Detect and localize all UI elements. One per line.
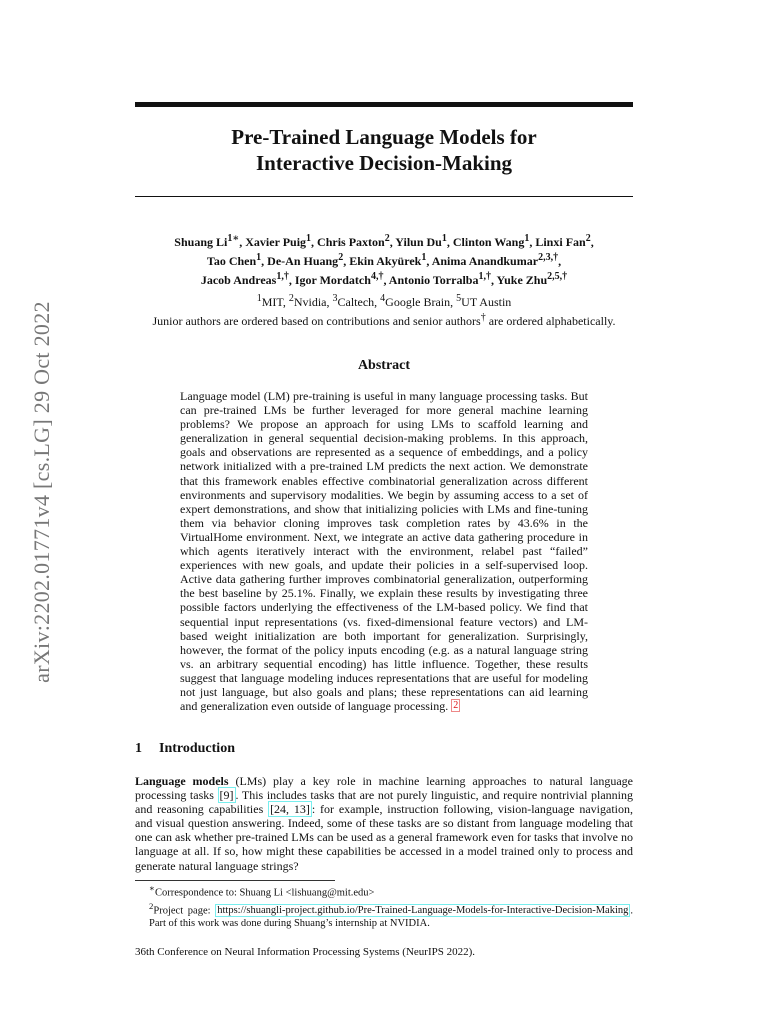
affiliation-name: MIT bbox=[261, 295, 283, 309]
author-name: Xavier Puig bbox=[245, 235, 307, 249]
abstract-body bbox=[180, 389, 588, 713]
author-name: Linxi Fan bbox=[535, 235, 586, 249]
paper-title bbox=[135, 124, 633, 176]
author-name: Yuke Zhu bbox=[496, 273, 548, 287]
title-top-rule bbox=[135, 102, 633, 107]
author-name: Jacob Andreas bbox=[200, 273, 277, 287]
affiliation-line: $^1$MIT, $^2$Nvidia, $^3$Caltech, $^4$Google Brain, $^5$UT Austin bbox=[256, 293, 512, 309]
section-number: 1 bbox=[135, 741, 142, 756]
author-affiliation-mark: 2,3,† bbox=[538, 252, 559, 263]
footnotes bbox=[135, 882, 633, 930]
footnote-1: ∗Correspondence to: Shuang Li <lishuang@mit.edu> bbox=[149, 883, 375, 899]
author-affiliation-mark: 4,† bbox=[370, 271, 384, 282]
title-line-1: Pre-Trained Language Models for bbox=[231, 125, 537, 149]
section-heading-introduction bbox=[135, 741, 235, 757]
author-affiliation-mark: 1,† bbox=[276, 271, 289, 282]
author-name: Clinton Wang bbox=[452, 235, 525, 249]
citation-link[interactable]: [24, 13] bbox=[270, 802, 310, 817]
project-page-link[interactable]: https://shuangli-project.github.io/Pre-Trained-Language-Models-for-Interactive-Decision-Making bbox=[217, 905, 629, 916]
author-affiliation-mark: 1 bbox=[306, 233, 312, 244]
author-line: Tao Chen$^1$, De-An Huang$^2$, Ekin Akyürek$^1$, Anima Anandkumar$^{2,3,\dagger}$, bbox=[206, 252, 562, 268]
author-affiliation-mark: 1,† bbox=[478, 271, 491, 282]
author-name: Ekin Akyürek bbox=[349, 254, 422, 268]
author-name: Chris Paxton bbox=[317, 235, 385, 249]
affiliation-mark: 5 bbox=[456, 293, 462, 304]
author-affiliation-mark: 2 bbox=[585, 233, 591, 244]
lead-term: Language models bbox=[135, 774, 229, 788]
author-affiliation-mark: 2 bbox=[338, 252, 344, 263]
footnote-2: $^2$Project page: https://shuangli-project.github.io/Pre-Trained-Language-Models-for-Interactive-Decision-Making . Part of this work was done during Shuang’s internship at NVIDIA. bbox=[149, 900, 633, 929]
author-name: Igor Mordatch bbox=[294, 273, 371, 287]
author-name: Yilun Du bbox=[395, 235, 442, 249]
arxiv-identifier-stamp: arXiv:2202.01771v4 [cs.LG] 29 Oct 2022 bbox=[29, 301, 54, 683]
author-name: Tao Chen bbox=[206, 254, 257, 268]
author-ordering-note: Junior authors are ordered based on contributions and senior authors† are ordered alphabetically. bbox=[152, 312, 616, 328]
author-affiliation-mark: 1∗ bbox=[227, 233, 240, 244]
footnote-rule bbox=[135, 880, 335, 881]
affiliation-mark: 1 bbox=[256, 293, 262, 304]
author-name: Anima Anandkumar bbox=[431, 254, 539, 268]
affiliation-name: UT Austin bbox=[461, 295, 512, 309]
abstract-text: Language model (LM) pre-training is useful in many language processing tasks. But can pre-trained LMs be further leveraged for more general machine learning problems? We propose an approach for using LMs to scaffold learning and generalization in general sequential decision-making problems. In this approach, goals and observations are represented as a sequence of embeddings, and a policy network initialized with a pre-trained LM predicts the next action. We demonstrate that this framework enables effective combinatorial generalization across different environments and supervisory modalities. We begin by assuming access to a set of expert demonstrations, and show that initializing policies with LMs and fine-tuning them via behavior cloning improves task completion rates by 43.6% in the VirtualHome environment. Next, we integrate an active data gathering procedure in which agents iteratively interact with the environment, relabel past “failed” experiences with new goals, and update their policies in a self-supervised loop. Active data gathering further improves combinatorial generalization, outperforming the best baseline by 25.1%. Finally, we explain these results by investigating three possible factors underlying the effectiveness of the LM-based policy. We find that sequential input representations (vs. fixed-dimensional feature vectors) and LM-based weight initialization are both important for generalization. Surprisingly, however, the format of the policy inputs encoding (e.g. as a natural language string vs. an arbitrary sequential encoding) has little influence. Together, these results suggest that language modeling induces representations that are useful for modeling not just language, but also goals and plans; these representations can aid learning and generalization even outside of language processing. bbox=[180, 389, 588, 714]
author-affiliation-mark: 1 bbox=[421, 252, 427, 263]
affiliation-name: Google Brain bbox=[385, 295, 451, 309]
introduction-paragraph: Language models (LMs) play a key role in machine learning approaches to natural language processing tasks [9] . This includes tasks that are not purely linguistic, and require nontrivial planning and reasoning capabilities [24, 13] : for example, instruction following, vision-language navigation, and visual question answering. Indeed, some of these tasks are so distant from language modeling that one can ask whether pre-trained LMs can be used as a general framework even for tasks that involve no language at all. If so, how might these capabilities be accessed in a model trained only to process and generate natural language strings? bbox=[135, 774, 634, 873]
author-affiliation-mark: 1 bbox=[524, 233, 530, 244]
author-affiliation-mark: 1 bbox=[256, 252, 262, 263]
footnote-2-link[interactable]: 2 bbox=[453, 700, 459, 712]
conference-footer: 36th Conference on Neural Information Processing Systems (NeurIPS 2022). bbox=[135, 946, 476, 958]
title-line-2: Interactive Decision-Making bbox=[255, 151, 513, 175]
author-name: Shuang Li bbox=[174, 235, 228, 249]
affiliations bbox=[135, 291, 633, 329]
author-line: Jacob Andreas$^{1,\dagger}$, Igor Mordatch$^{4,\dagger}$, Antonio Torralba$^{1,\dagger}$, Yuke Zhu$^{2,5,\dagger}$ bbox=[200, 271, 568, 287]
author-line: Shuang $Li^{1∗}$, Xavier Puig$^1$, Chris Paxton$^2$, Yilun Du$^1$, Clinton Wang$^1$, Linxi Fan$^2$, bbox=[174, 233, 594, 249]
citation-link[interactable]: [9] bbox=[219, 788, 234, 803]
author-affiliation-mark: 2 bbox=[384, 233, 390, 244]
affiliation-mark: 3 bbox=[332, 293, 338, 304]
author-name: De-An Huang bbox=[267, 254, 339, 268]
author-list bbox=[135, 231, 633, 288]
affiliation-mark: 2 bbox=[288, 293, 294, 304]
affiliation-name: Nvidia bbox=[293, 295, 327, 309]
affiliation-mark: 4 bbox=[380, 293, 386, 304]
section-title: Introduction bbox=[159, 741, 235, 756]
title-bottom-rule bbox=[135, 196, 633, 197]
author-affiliation-mark: 2,5,† bbox=[547, 271, 568, 282]
abstract-heading: Abstract bbox=[357, 358, 411, 373]
affiliation-name: Caltech bbox=[337, 295, 375, 309]
author-affiliation-mark: 1 bbox=[441, 233, 447, 244]
author-name: Antonio Torralba bbox=[388, 273, 479, 287]
